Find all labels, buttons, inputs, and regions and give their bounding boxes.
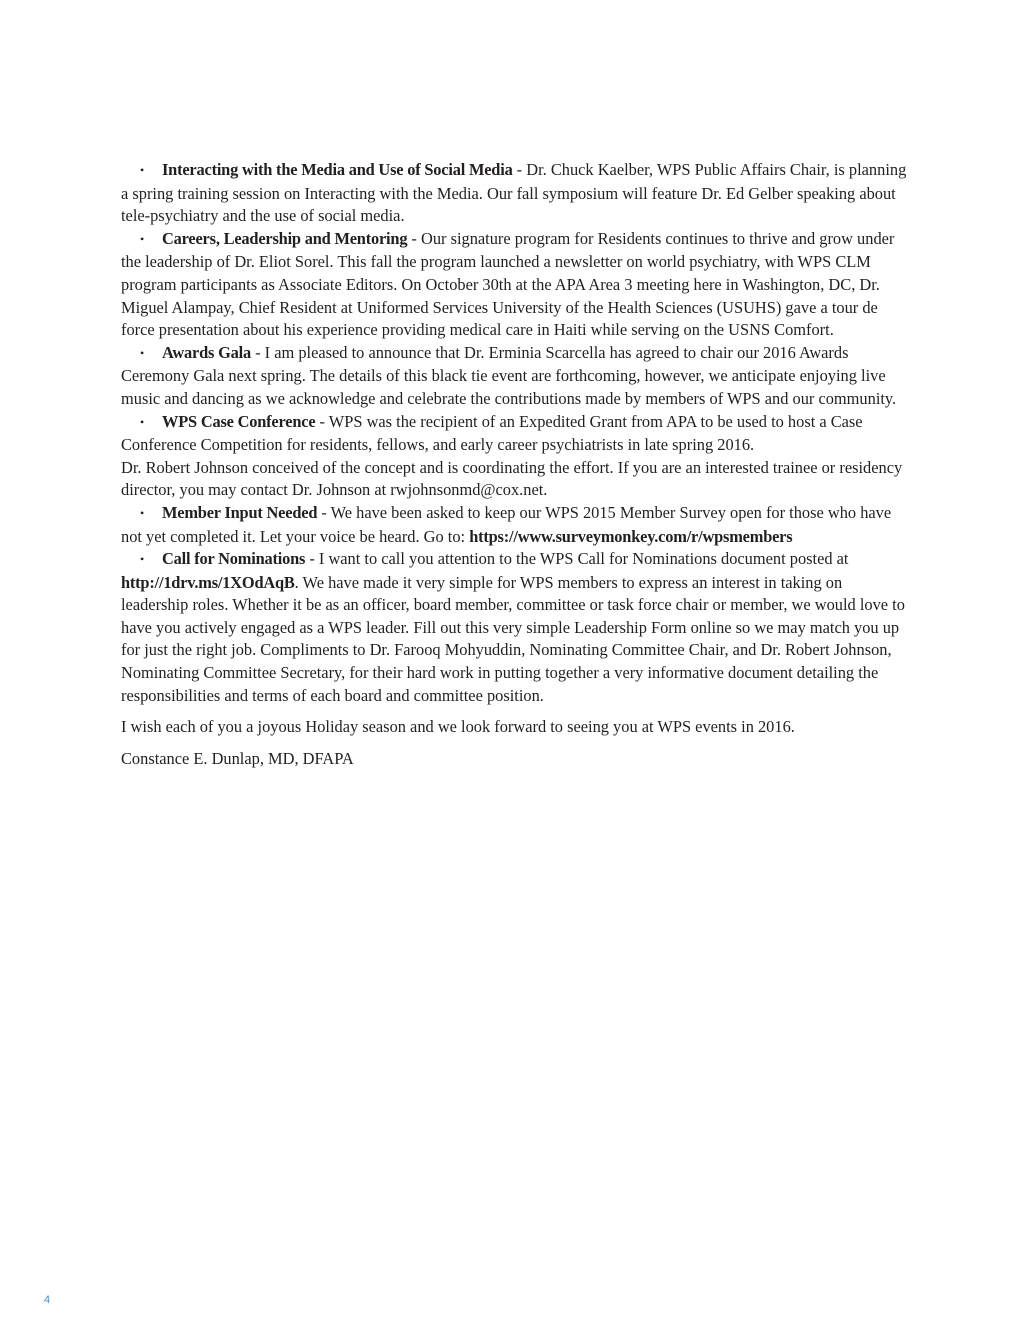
bullet-icon [140, 159, 162, 183]
item-case-conference [121, 411, 907, 502]
item-text-after: . We have made it very simple for WPS members to express an interest in taking on leadership roles. Whether it be as an officer, board member, committee or task force chair or member, we would love to have you actively engaged as a WPS leader. Fill out this very simple Leadership Form online so we may match you up for just the right job. Compliments to Dr. Farooq Mohyuddin, Nominating Committee Chair, and Dr. Robert Johnson, Nominating Committee Secretary, for their hard work in putting together a very informative document detailing the responsibilities and terms of each board and committee position. [121, 572, 905, 705]
item-text-continued: Dr. Robert Johnson conceived of the concept and is coordinating the effort. If you are an interested trainee or residency director, you may contact Dr. Johnson at rwjohnsonmd@cox.net. [121, 457, 903, 500]
closing-line: I wish each of you a joyous Holiday season and we look forward to seeing you at WPS events in 2016. [121, 717, 795, 737]
item-heading: Awards Gala [162, 342, 252, 362]
item-heading: WPS Case Conference [162, 411, 316, 431]
item-careers [121, 228, 907, 342]
signature: Constance E. Dunlap, MD, DFAPA [121, 748, 354, 768]
item-heading: Call for Nominations [162, 549, 306, 569]
item-text: - I am pleased to announce that Dr. Erminia Scarcella has agreed to chair our 2016 Awards Ceremony Gala next spring. The details of this black tie event are forthcoming, however, we anticipate enjoying live music and dancing as we acknowledge and celebrate the contributions made by members of WPS and our community. [121, 342, 897, 408]
bullet-icon [140, 502, 162, 526]
item-text: - I want to call you attention to the WPS Call for Nominations document posted at [305, 549, 849, 569]
item-text: - WPS was the recipient of an Expedited Grant from APA to be used to host a Case Conference Competition for residents, fellows, and early career psychiatrists in late spring 2016. [121, 411, 863, 455]
item-media [121, 159, 907, 228]
survey-link[interactable]: https://www.surveymonkey.com/r/wpsmembers [469, 526, 793, 546]
item-member-input [121, 502, 907, 548]
item-text: - We have been asked to keep our WPS 2015 Member Survey open for those who have not yet completed it. Let your voice be heard. Go to: [121, 502, 892, 546]
bullet-icon [140, 342, 162, 366]
item-awards-gala [121, 342, 907, 411]
item-text: - Our signature program for Residents continues to thrive and grow under the leadership of Dr. Eliot Sorel. This fall the program launched a newsletter on world psychiatry, with WPS CLM program participants as Associate Editors. On October 30th at the APA Area 3 meeting here in Washington, DC, Dr. Miguel Alampay, Chief Resident at Uniformed Services University of the Health Sciences (USUHS) gave a tour de force presentation about his experience providing medical care in Haiti while serving on the USNS Comfort. [121, 228, 895, 340]
item-nominations [121, 548, 907, 707]
page-number: 4 [44, 1294, 51, 1306]
nominations-link[interactable]: http://1drv.ms/1XOdAqB [121, 572, 295, 592]
item-heading: Careers, Leadership and Mentoring [162, 228, 408, 248]
item-heading: Interacting with the Media and Use of Social Media [162, 160, 513, 179]
letter-body [121, 159, 907, 770]
bullet-icon [140, 411, 162, 435]
item-heading: Member Input Needed [162, 502, 318, 522]
item-text: - Dr. Chuck Kaelber, WPS Public Affairs Chair, is planning a spring training session on Interacting with the Media. Our fall symposium will feature Dr. Ed Gelber speaking about tele-psychiatry and the use of social media. [121, 160, 907, 226]
bullet-icon [140, 228, 162, 252]
bullet-icon [140, 548, 162, 572]
